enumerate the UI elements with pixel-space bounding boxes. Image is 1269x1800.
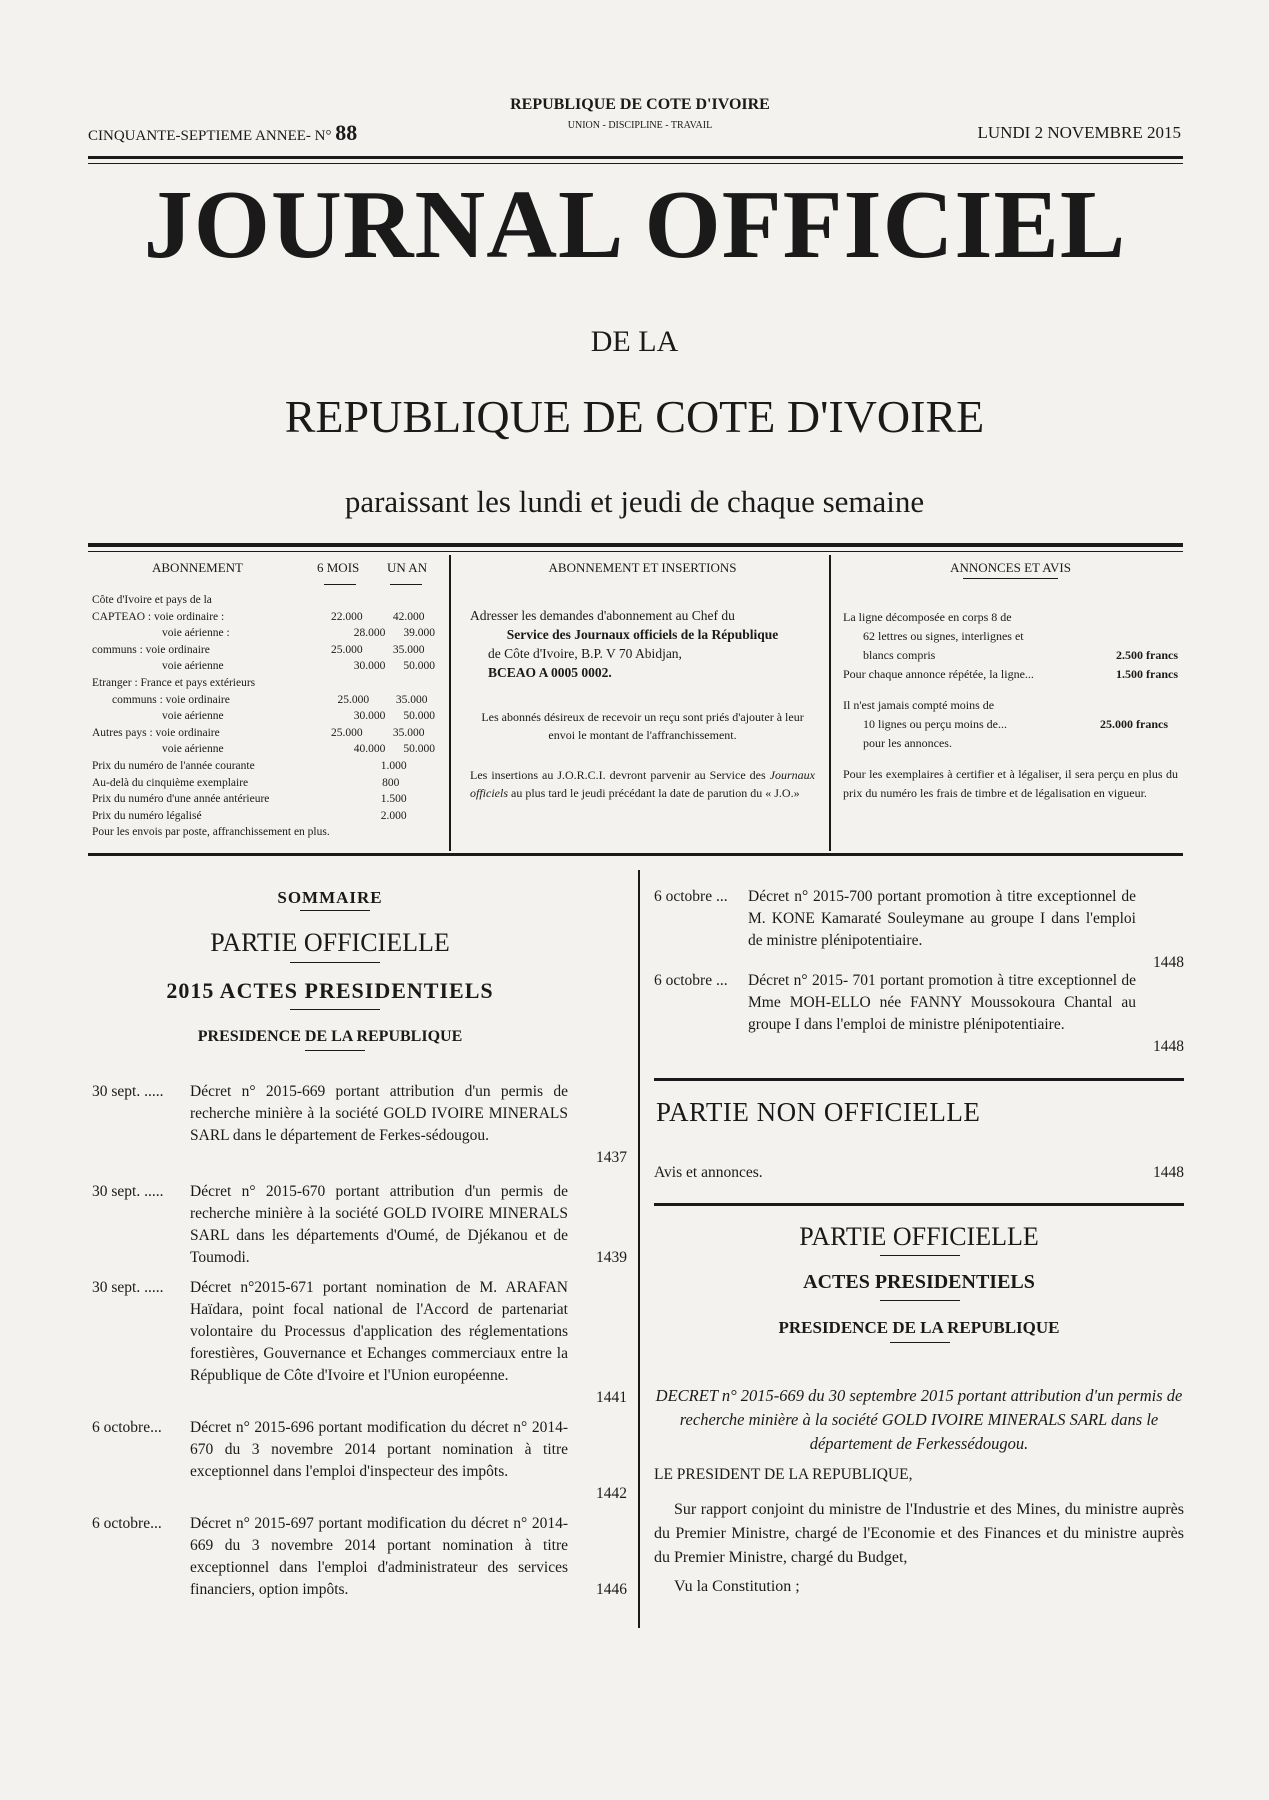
abonnement-column — [92, 560, 446, 841]
abonnement-heading: ABONNEMENT — [152, 560, 243, 575]
decree-presidence-heading: PRESIDENCE DE LA REPUBLIQUE — [778, 1318, 1060, 1337]
rate-row: CAPTEAO : voie ordinaire : 22.000 42.000 — [92, 610, 425, 623]
edition-number: 88 — [335, 120, 358, 145]
entry-date: 30 sept. ..... — [92, 1279, 164, 1296]
entry-page: 1441 — [596, 1389, 627, 1406]
price-row: Au-delà du cinquième exemplaire 800 — [92, 776, 400, 789]
header-rule-bottom — [88, 163, 1183, 164]
rate-row: communs : voie ordinaire 25.000 35.000 — [112, 693, 428, 706]
annonces-heading: ANNONCES ET AVIS — [950, 560, 1071, 575]
decree-partie-heading: PARTIE OFFICIELLE — [799, 1222, 1039, 1251]
sommaire-underline — [300, 910, 370, 911]
decree-constitution-line: Vu la Constitution ; — [674, 1578, 800, 1595]
masthead-title: JOURNAL OFFICIEL — [143, 171, 1127, 279]
entry-date: 30 sept. ..... — [92, 1183, 164, 1200]
price-repeat: 1.500 francs — [1116, 667, 1178, 681]
group-label: Etranger : France et pays extérieurs — [92, 676, 256, 689]
info-divider-2 — [829, 555, 831, 851]
sommaire-entry[interactable] — [92, 1417, 627, 1505]
annonces-underline — [963, 578, 1058, 579]
entry-text: Décret n° 2015-697 portant modification du décret n° 2014-669 du 3 novembre 2014 portant nomination à titre exceptionnel dans l'emploi d'administrateur des services financiers, option impôts. — [190, 1515, 568, 1598]
sommaire-entry[interactable] — [92, 1277, 627, 1409]
entry-text: Décret n° 2015-669 portant attribution d'un permis de recherche minière à la société GOLD IVOIRE MINERALS SARL dans le département de Ferkes-sédougou. — [190, 1083, 568, 1144]
republic-header: REPUBLIQUE DE COTE D'IVOIRE — [510, 96, 770, 113]
header-rule-top — [88, 156, 1183, 159]
insertions-heading: ABONNEMENT ET INSERTIONS — [548, 560, 737, 575]
entry-page: 1439 — [596, 1249, 627, 1266]
postal-note: Pour les envois par poste, affranchissement en plus. — [92, 826, 330, 839]
price-per-line: 2.500 francs — [1116, 648, 1178, 662]
info-divider-1 — [449, 555, 451, 851]
entry-date: 6 octobre ... — [654, 972, 728, 989]
rate-row: voie aérienne : 28.000 39.000 — [162, 627, 436, 640]
address-paragraph: Adresser les demandes d'abonnement au Chef du Service des Journaux officiels de la République de Côte d'Ivoire, B.P. V 70 Abidjan, BCEAO A 0005 0002. — [470, 608, 779, 680]
actes-underline — [290, 1009, 380, 1010]
legalisation-note: Pour les exemplaires à certifier et à légaliser, il sera perçu en plus du prix du numéro les frais de timbre et de légalisation en vigueur. — [843, 767, 1178, 800]
col-underline — [390, 584, 422, 585]
column-separator — [638, 870, 640, 1628]
decree-title: DECRET n° 2015-669 du 30 septembre 2015 portant attribution d'un permis de recherche minière à la société GOLD IVOIRE MINERALS SARL dans le département de Ferkessédougou. — [655, 1386, 1183, 1453]
entry-page: 1442 — [596, 1485, 627, 1502]
receipt-paragraph: Les abonnés désireux de recevoir un reçu sont priés d'ajouter à leur envoi le montant de l'affranchissement. — [481, 710, 804, 742]
publication-frequency: paraissant les lundi et jeudi de chaque semaine — [344, 484, 925, 519]
partie-non-officielle-heading: PARTIE NON OFFICIELLE — [656, 1097, 981, 1127]
masthead-de-la: DE LA — [590, 325, 679, 358]
edition-line — [88, 120, 357, 146]
non-officielle-rule — [654, 1078, 1184, 1081]
entry-text: Décret n° 2015- 701 portant promotion à titre exceptionnel de Mme MOH-ELLO née FANNY Moussokoura Chantal au groupe I dans l'emploi de ministre plénipotentiaire. — [748, 972, 1136, 1033]
col-unan-heading: UN AN — [387, 560, 428, 575]
col-underline — [324, 584, 356, 585]
partie-officielle-heading: PARTIE OFFICIELLE — [210, 928, 450, 957]
entry-text: Décret n°2015-671 portant nomination de M. ARAFAN Haïdara, point focal national de l'Accord de partenariat volontaire du Processus d'application des réglementations forestières, Gouvernance et Echanges commerciaux entre la République de Côte d'Ivoire et l'Union européenne. — [190, 1279, 568, 1384]
entry-date: 6 octobre... — [92, 1419, 162, 1436]
sommaire-entry[interactable] — [654, 886, 1184, 974]
entry-page: 1448 — [1153, 1038, 1184, 1055]
rate-row: voie aérienne 40.000 50.000 — [162, 743, 436, 756]
entry-page: 1437 — [596, 1149, 627, 1166]
sommaire-entry[interactable] — [92, 1081, 627, 1169]
presidence-heading: PRESIDENCE DE LA REPUBLIQUE — [197, 1028, 463, 1045]
entry-text: Décret n° 2015-700 portant promotion à titre exceptionnel de M. KONE Kamaraté Souleymane au groupe I dans l'emploi de ministre plénipotentiaire. — [748, 888, 1136, 949]
decree-actes-underline — [880, 1300, 960, 1301]
issue-date: LUNDI 2 NOVEMBRE 2015 — [977, 123, 1181, 142]
rates-block: La ligne décomposée en corps 8 de 62 lettres ou signes, interlignes et blancs compris 2.500 francs Pour chaque annonce répétée, la ligne... 1.500 francs Il n'est jamais compté moins de 10 lignes ou perçu moins de... 25.000 francs pour les annonces. Pour les exemplaires à certifier et à légaliser, il sera perçu en plus du prix du numéro les frais de timbre et de légalisation en vigueur. — [843, 608, 1178, 803]
info-table-top-rule-thin — [88, 551, 1183, 552]
annonces-column — [843, 560, 1178, 803]
entry-date: 6 octobre... — [92, 1515, 162, 1532]
col-6mois-heading: 6 MOIS — [317, 560, 360, 575]
decree-presidence-underline — [890, 1342, 950, 1343]
price-row: Prix du numéro de l'année courante 1.000 — [92, 759, 407, 772]
national-motto: UNION - DISCIPLINE - TRAVAIL — [567, 120, 713, 131]
avis-page: 1448 — [1153, 1164, 1184, 1181]
entry-text: Décret n° 2015-670 portant attribution d'un permis de recherche minière à la société GOLD IVOIRE MINERALS SARL dans les départements d'Oumé, de Djékanou et de Toumodi. — [190, 1183, 568, 1266]
sommaire-entry[interactable] — [92, 1181, 627, 1269]
rate-row: voie aérienne 30.000 50.000 — [162, 660, 436, 673]
rate-row: Autres pays : voie ordinaire 25.000 35.000 — [92, 726, 425, 739]
sommaire-title: SOMMAIRE — [277, 888, 383, 907]
avis-label: Avis et annonces. — [654, 1164, 763, 1181]
entry-page: 1448 — [1153, 954, 1184, 971]
rate-row: voie aérienne 30.000 50.000 — [162, 710, 436, 723]
entry-page: 1446 — [596, 1581, 627, 1598]
price-minimum: 25.000 francs — [1100, 717, 1168, 731]
price-row: Prix du numéro d'une année antérieure 1.500 — [92, 793, 407, 806]
decree-actes-heading: ACTES PRESIDENTIELS — [803, 1271, 1035, 1293]
sommaire-entry[interactable] — [92, 1513, 627, 1601]
masthead-republic: REPUBLIQUE DE COTE D'IVOIRE — [284, 391, 985, 442]
rate-row: communs : voie ordinaire 25.000 35.000 — [92, 643, 425, 656]
entry-date: 6 octobre ... — [654, 888, 728, 905]
decree-partie-underline — [880, 1255, 960, 1256]
decree-top-rule — [654, 1203, 1184, 1206]
partie-underline — [290, 962, 380, 963]
sommaire-entry[interactable] — [654, 970, 1184, 1058]
decree-paragraph: Sur rapport conjoint du ministre de l'Industrie et des Mines, du ministre auprès du Premier Ministre, chargé de l'Economie et des Finances et du ministre auprès du Premier Ministre, chargé du Budget, — [654, 1501, 1184, 1566]
info-table-bottom-rule — [88, 853, 1183, 856]
insertions-column — [470, 560, 815, 802]
entry-date: 30 sept. ..... — [92, 1083, 164, 1100]
edition-label: CINQUANTE-SEPTIEME ANNEE- N° — [88, 128, 332, 144]
presidence-underline — [305, 1050, 365, 1051]
info-table-top-rule — [88, 543, 1183, 547]
price-row: Prix du numéro légalisé 2.000 — [92, 809, 407, 822]
insertions-paragraph: Les insertions au J.O.R.C.I. devront parvenir au Service des Journaux officiels au plus tard le jeudi précédant la date de parution du « J.O.» — [470, 768, 815, 800]
actes-heading: 2015 ACTES PRESIDENTIELS — [166, 978, 494, 1003]
avis-entry[interactable] — [654, 1164, 1184, 1182]
decree-president-line: LE PRESIDENT DE LA REPUBLIQUE, — [654, 1466, 913, 1483]
group-label: Côte d'Ivoire et pays de la — [92, 594, 212, 606]
entry-text: Décret n° 2015-696 portant modification du décret n° 2014-670 du 3 novembre 2014 portant nomination à titre exceptionnel dans l'emploi d'inspecteur des impôts. — [190, 1419, 568, 1480]
